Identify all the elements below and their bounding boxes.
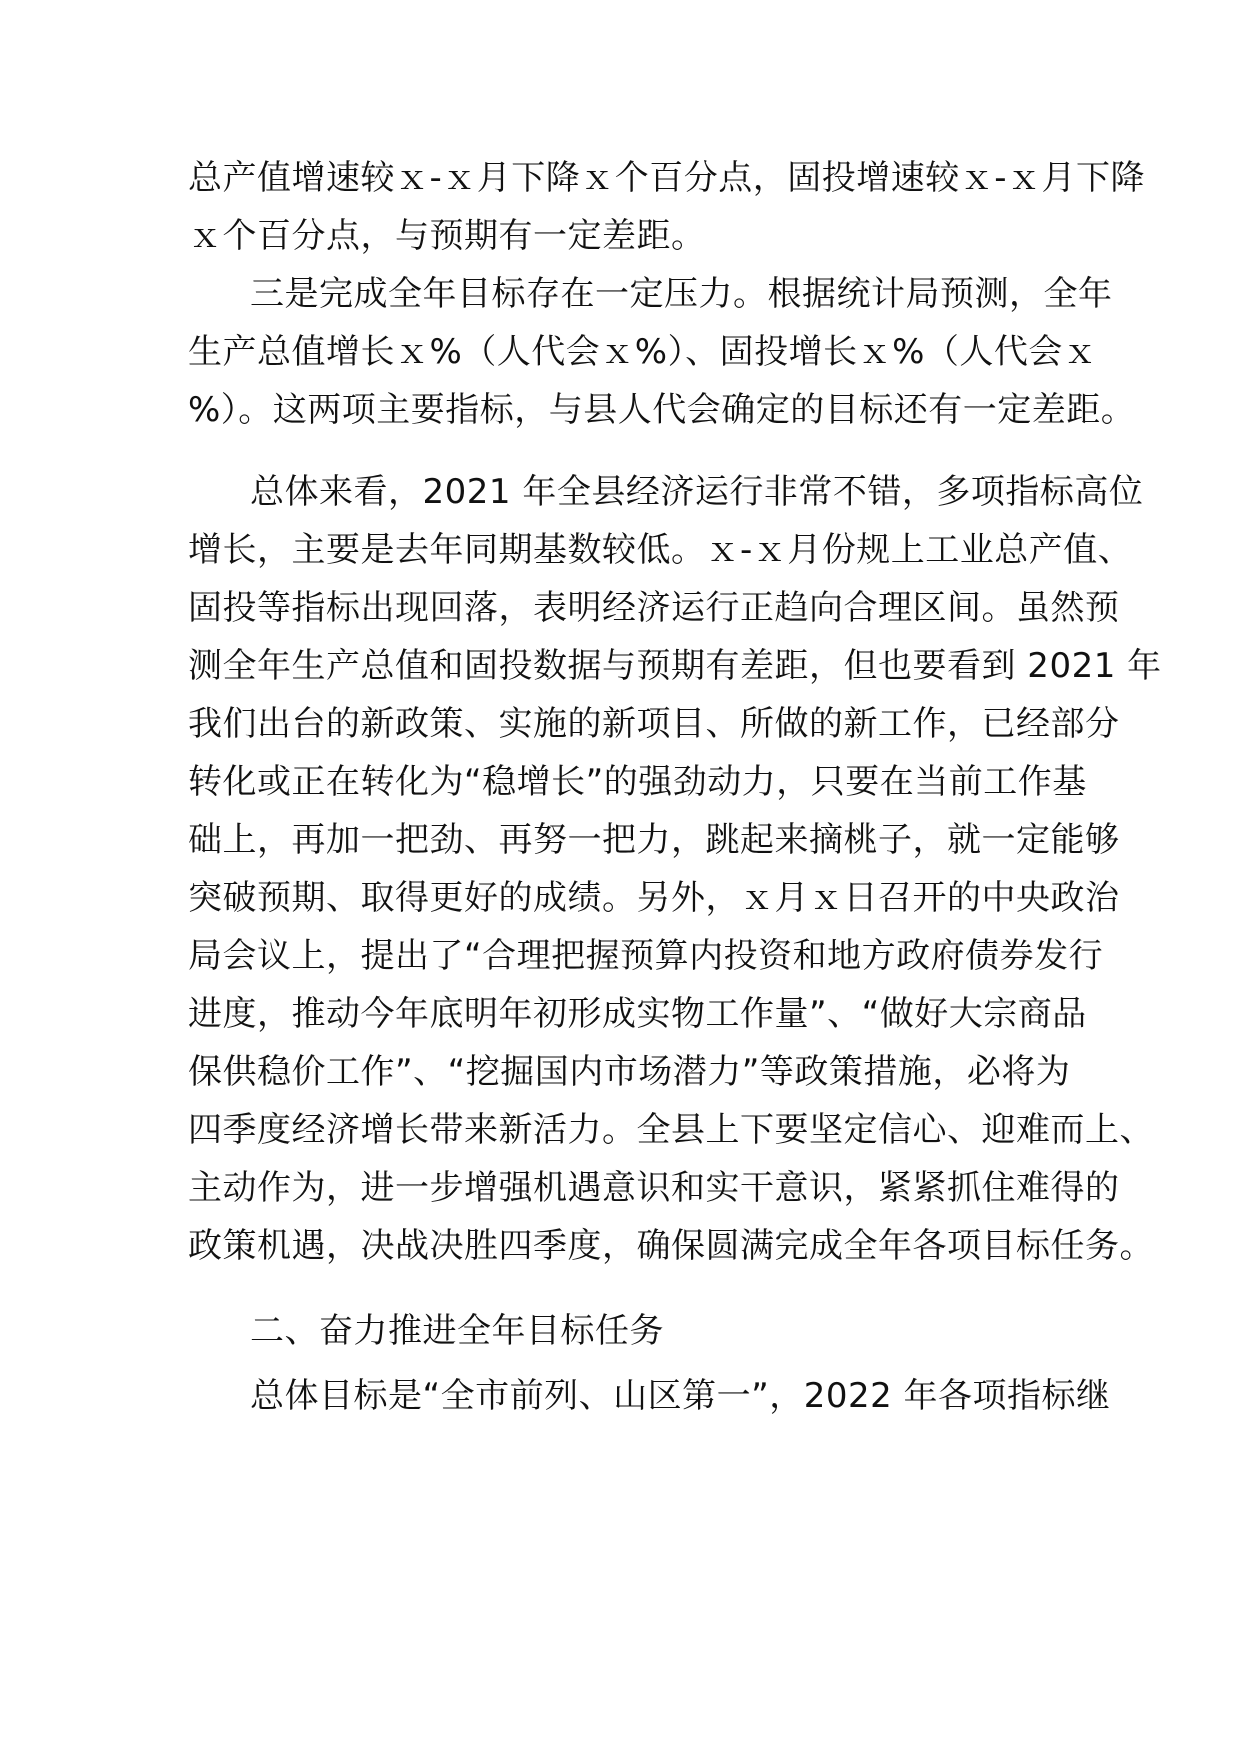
text-line: 生产总值增长ｘ%（人代会ｘ%）、固投增长ｘ%（人代会ｘ bbox=[188, 332, 1098, 372]
text-line: 局会议上，提出了“合理把握预算内投资和地方政府债券发行 bbox=[188, 936, 1104, 976]
text-line: 础上，再加一把劲、再努一把力，跳起来摘桃子，就一定能够 bbox=[188, 820, 1120, 860]
text-line: 政策机遇，决战决胜四季度，确保圆满完成全年各项目标任务。 bbox=[188, 1226, 1154, 1266]
paragraph-start-line: 总体来看，2021 年全县经济运行非常不错，多项指标高位 bbox=[250, 472, 1144, 512]
text-line: 我们出台的新政策、实施的新项目、所做的新工作，已经部分 bbox=[188, 704, 1120, 744]
text-line: 转化或正在转化为“稳增长”的强劲动力，只要在当前工作基 bbox=[188, 762, 1087, 802]
text-line: ｘ个百分点，与预期有一定差距。 bbox=[188, 216, 706, 256]
text-line: 总产值增速较ｘ-ｘ月下降ｘ个百分点，固投增速较ｘ-ｘ月下降 bbox=[188, 158, 1146, 198]
text-line: 主动作为，进一步增强机遇意识和实干意识，紧紧抓住难得的 bbox=[188, 1168, 1120, 1208]
text-line: 测全年生产总值和固投数据与预期有差距，但也要看到 2021 年 bbox=[188, 646, 1162, 686]
paragraph-start-line: 三是完成全年目标存在一定压力。根据统计局预测，全年 bbox=[250, 274, 1113, 314]
text-line: 增长，主要是去年同期基数较低。ｘ-ｘ月份规上工业总产值、 bbox=[188, 530, 1133, 570]
text-line: %）。这两项主要指标，与县人代会确定的目标还有一定差距。 bbox=[188, 390, 1136, 430]
text-line: 四季度经济增长带来新活力。全县上下要坚定信心、迎难而上、 bbox=[188, 1110, 1154, 1150]
paragraph-start-line: 总体目标是“全市前列、山区第一”，2022 年各项指标继 bbox=[250, 1376, 1111, 1416]
text-line: 突破预期、取得更好的成绩。另外，ｘ月ｘ日召开的中央政治 bbox=[188, 878, 1120, 918]
text-line: 保供稳价工作”、“挖掘国内市场潜力”等政策措施，必将为 bbox=[188, 1052, 1071, 1092]
text-line: 进度，推动今年底明年初形成实物工作量”、“做好大宗商品 bbox=[188, 994, 1087, 1034]
section-heading: 二、奋力推进全年目标任务 bbox=[250, 1311, 664, 1351]
text-line: 固投等指标出现回落，表明经济运行正趋向合理区间。虽然预 bbox=[188, 588, 1120, 628]
